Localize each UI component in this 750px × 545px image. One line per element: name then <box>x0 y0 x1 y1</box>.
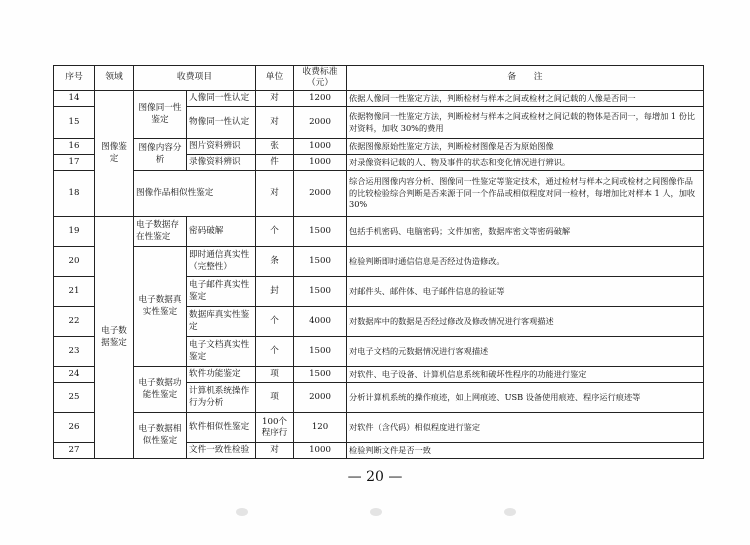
row-fee: 1500 <box>294 277 347 307</box>
header-fee: 收费标准 （元） <box>294 66 347 91</box>
row-item: 物像同一性认定 <box>187 107 256 139</box>
row-remark: 综合运用图像内容分析、图像同一性鉴定等鉴定技术，通过检材与样本之间或检材之间图像作品的比较检验综合判断是否来源于同一个作品或相似程度对同一检材，每增加比对样本 1 人，加收 30% <box>347 171 704 217</box>
row-remark: 检验判断即时通信信息是否经过伪造修改。 <box>347 247 704 277</box>
subgroup-edata-exist: 电子数据存在性鉴定 <box>134 217 187 247</box>
subgroup-edata-true: 电子数据真实性鉴定 <box>134 247 187 367</box>
table-row <box>54 413 704 443</box>
row-remark: 对软件、电子设备、计算机信息系统和破坏性程序的功能进行鉴定 <box>347 367 704 383</box>
row-remark: 对电子文档的元数据情况进行客观描述 <box>347 337 704 367</box>
row-item: 密码破解 <box>187 217 256 247</box>
header-remark: 备 注 <box>347 66 704 91</box>
punch-hole <box>370 508 382 516</box>
row-item: 计算机系统操作行为分析 <box>187 383 256 413</box>
subgroup-image-content: 图像内容分析 <box>134 139 187 171</box>
page-number: — 20 — <box>347 469 403 485</box>
row-unit: 件 <box>256 155 294 171</box>
row-item: 电子邮件真实性鉴定 <box>187 277 256 307</box>
punch-hole <box>236 508 248 516</box>
row-unit: 对 <box>256 443 294 459</box>
row-unit: 项 <box>256 383 294 413</box>
row-item: 软件相似性鉴定 <box>187 413 256 443</box>
table-row <box>54 367 704 383</box>
row-remark: 对软件（含代码）相似程度进行鉴定 <box>347 413 704 443</box>
row-unit: 对 <box>256 171 294 217</box>
table-header-row <box>54 66 704 91</box>
subgroup-image-work: 图像作品相似性鉴定 <box>134 171 256 217</box>
row-unit: 对 <box>256 107 294 139</box>
row-unit: 个 <box>256 217 294 247</box>
row-no: 21 <box>54 277 95 307</box>
row-no: 20 <box>54 247 95 277</box>
row-fee: 1000 <box>294 443 347 459</box>
row-no: 19 <box>54 217 95 247</box>
row-item: 软件功能鉴定 <box>187 367 256 383</box>
domain-image: 图像鉴定 <box>95 91 134 217</box>
row-fee: 1200 <box>294 91 347 107</box>
row-item: 录像资料辨识 <box>187 155 256 171</box>
row-no: 23 <box>54 337 95 367</box>
row-fee: 4000 <box>294 307 347 337</box>
row-remark: 依据物像同一性鉴定方法，判断检材与样本之间或检材之间记载的物体是否同一，每增加 1 份比对资料，加收 30%的费用 <box>347 107 704 139</box>
row-unit: 条 <box>256 247 294 277</box>
row-no: 14 <box>54 91 95 107</box>
row-unit: 对 <box>256 91 294 107</box>
row-fee: 1000 <box>294 155 347 171</box>
row-no: 16 <box>54 139 95 155</box>
row-unit: 项 <box>256 367 294 383</box>
row-unit: 个 <box>256 337 294 367</box>
row-remark: 依据人像同一性鉴定方法，判断检材与样本之间或检材之间记载的人像是否同一 <box>347 91 704 107</box>
row-unit: 个 <box>256 307 294 337</box>
row-remark: 包括手机密码、电脑密码；文件加密，数据库密文等密码破解 <box>347 217 704 247</box>
table-row <box>54 91 704 107</box>
row-item: 数据库真实性鉴定 <box>187 307 256 337</box>
header-item: 收费项目 <box>134 66 256 91</box>
row-fee: 1000 <box>294 139 347 155</box>
row-item: 电子文档真实性鉴定 <box>187 337 256 367</box>
row-remark: 分析计算机系统的操作痕迹，如上网痕迹、USB 设备使用痕迹、程序运行痕迹等 <box>347 383 704 413</box>
row-item: 图片资料辨识 <box>187 139 256 155</box>
row-no: 15 <box>54 107 95 139</box>
row-no: 18 <box>54 171 95 217</box>
row-fee: 1500 <box>294 367 347 383</box>
row-remark: 对录像资料记载的人、物及事件的状态和变化情况进行辨识。 <box>347 155 704 171</box>
row-no: 26 <box>54 413 95 443</box>
fee-table <box>53 65 704 459</box>
domain-edata: 电子数据鉴定 <box>95 217 134 459</box>
row-fee: 2000 <box>294 107 347 139</box>
header-domain: 领域 <box>95 66 134 91</box>
subgroup-edata-func: 电子数据功能性鉴定 <box>134 367 187 413</box>
row-remark: 对邮件头、邮件体、电子邮件信息的验证等 <box>347 277 704 307</box>
row-remark: 依据图像原始性鉴定方法，判断检材图像是否为原始图像 <box>347 139 704 155</box>
row-fee: 1500 <box>294 247 347 277</box>
punch-hole <box>504 508 516 516</box>
row-no: 22 <box>54 307 95 337</box>
row-unit: 张 <box>256 139 294 155</box>
row-item: 即时通信真实性（完整性） <box>187 247 256 277</box>
subgroup-image-same: 图像同一性鉴定 <box>134 91 187 139</box>
row-item: 文件一致性检验 <box>187 443 256 459</box>
table-row <box>54 139 704 155</box>
row-fee: 120 <box>294 413 347 443</box>
subgroup-edata-sim: 电子数据相似性鉴定 <box>134 413 187 459</box>
header-unit: 单位 <box>256 66 294 91</box>
row-fee: 2000 <box>294 383 347 413</box>
row-fee: 2000 <box>294 171 347 217</box>
row-no: 24 <box>54 367 95 383</box>
table-row <box>54 171 704 217</box>
row-no: 25 <box>54 383 95 413</box>
row-remark: 对数据库中的数据是否经过修改及修改情况进行客观描述 <box>347 307 704 337</box>
row-unit: 100个程序行 <box>256 413 294 443</box>
row-no: 17 <box>54 155 95 171</box>
header-no: 序号 <box>54 66 95 91</box>
row-fee: 1500 <box>294 337 347 367</box>
table-row <box>54 217 704 247</box>
row-item: 人像同一性认定 <box>187 91 256 107</box>
table-row <box>54 247 704 277</box>
row-remark: 检验判断文件是否一致 <box>347 443 704 459</box>
row-no: 27 <box>54 443 95 459</box>
row-fee: 1500 <box>294 217 347 247</box>
row-unit: 封 <box>256 277 294 307</box>
